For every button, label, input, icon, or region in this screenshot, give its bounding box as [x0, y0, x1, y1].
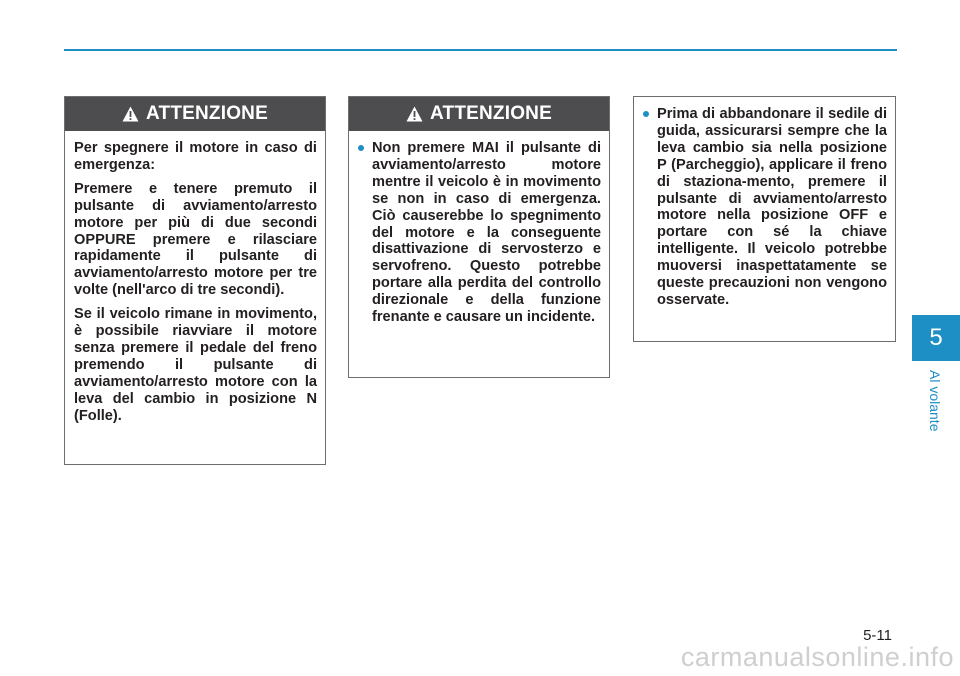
warning-header-label: ATTENZIONE [430, 103, 552, 124]
chapter-number-tab: 5 [912, 315, 960, 361]
warning-paragraph: Per spegnere il motore in caso di emergenza: [74, 140, 317, 173]
bullet-text: Prima di abbandonare il sedile di guida, assicurarsi sempre che la leva cambio sia nella posizione P (Parcheggio), applicare il freno di staziona-mento, premere il pulsante di avviamento/arresto motore nella posizione OFF e portare con sé la chiave intelligente. Il veicolo potrebbe muoversi inaspettatamente se queste precauzioni non vengono osservate. [657, 106, 887, 308]
warning-triangle-icon [406, 106, 423, 122]
bullet-dot-icon [358, 145, 364, 151]
warning-box-leaving-seat [633, 96, 896, 342]
warning-paragraph: Premere e tenere premuto il pulsante di avviamento/arresto motore per più di due secondi OPPURE premere e rilasciare rapidamente il pulsante di avviamento/arresto motore per tre volte (nell'arco di tre secondi). [74, 180, 317, 299]
page-number: 5-11 [863, 627, 892, 644]
bullet-dot-icon [643, 111, 649, 117]
bullet-text: Non premere MAI il pulsante di avviamento/arresto motore mentre il veicolo è in movimento se non in caso di emergenza. Ciò causerebbe lo spegnimento del motore e la conseguente disattivazione di servosterzo e servofreno. Questo potrebbe portare alla perdita del controllo direzionale e della funzione frenante e causare un incidente. [372, 140, 601, 326]
chapter-title: Al volante [927, 370, 943, 432]
warning-header-label: ATTENZIONE [146, 103, 268, 124]
watermark: carmanualsonline.info [680, 642, 954, 672]
top-rule [64, 49, 897, 51]
warning-box-moving-vehicle [348, 96, 610, 378]
warning-header [349, 97, 609, 131]
bullet-item [358, 140, 601, 326]
bullet-item [643, 106, 887, 309]
warning-header [65, 97, 325, 131]
warning-triangle-icon [122, 106, 139, 122]
warning-box-emergency-stop [64, 96, 326, 465]
warning-paragraph: Se il veicolo rimane in movimento, è possibile riavviare il motore senza premere il pedale del freno premendo il pulsante di avviamento/arresto motore con la leva del cambio in posizione N (Folle). [74, 306, 317, 424]
